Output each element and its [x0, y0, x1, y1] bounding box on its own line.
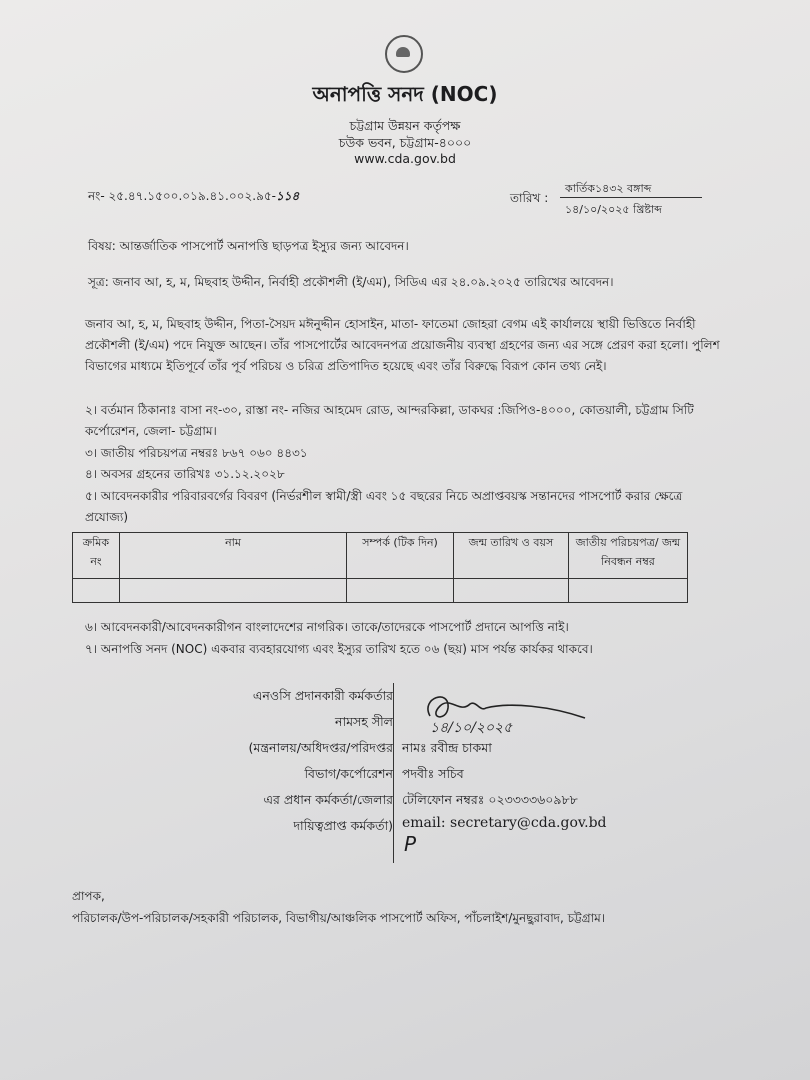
signature-date: ১৪/১০/২০২৫	[430, 720, 513, 736]
validity-statement: ৭। অনাপত্তি সনদ (NOC) একবার ব্যবহারযোগ্য এবং ইস্যুর তারিখ হতে ০৬ (ছয়) মাস পর্যন্ত কার্যকর থাকবে।	[85, 642, 593, 656]
family-details-heading: ৫। আবেদনকারীর পরিবারবর্গের বিবরণ (নির্ভরশীল স্বামী/স্ত্রী এবং ১৫ বছরের নিচে অপ্রাপ্তবয়স্ক সন্তানদের পাসপোর্ট করার ক্ষেত্রে প্রযোজ্য)	[85, 489, 683, 524]
officer-designation: পদবীঃ সচিব	[402, 766, 464, 781]
organization-name: চট্টগ্রাম উন্নয়ন কর্তৃপক্ষ	[349, 118, 461, 133]
signature-label-line: এর প্রধান কর্মকর্তা/জেলার	[263, 792, 393, 807]
officer-email: email: secretary@cda.gov.bd	[402, 815, 607, 831]
national-id: ৩। জাতীয় পরিচয়পত্র নম্বরঃ ৮৬৭ ০৬০ ৪৪৩১	[85, 446, 308, 460]
table-header: নাম	[120, 533, 347, 579]
current-address: ২। বর্তমান ঠিকানাঃ বাসা নং-৩০, রাস্তা নং- নজির আহমেদ রোড, আন্দরকিল্লা, ডাকঘর :জিপিও-৪০০০, কোতয়ালী, চট্টগ্রাম সিটি কর্পোরেশন, জেলা- চট্টগ্রাম।	[85, 403, 694, 438]
table-header: ক্রমিক নং	[73, 533, 120, 579]
initial-mark-icon: P	[404, 832, 417, 856]
body-paragraph: জনাব আ, হ, ম, মিছবাহ উদ্দীন, পিতা-সৈয়দ মঈনুদ্দীন হোসাইন, মাতা- ফাতেমা জোহরা বেগম এই কার্যালয়ে স্থায়ী ভিত্তিতে নির্বাহী প্রকৌশলী (ই/এম) পদে নিযুক্ত আছেন। তাঁর পাসপোর্টের আবেদনপত্র প্রয়োজনীয় ব্যবস্থা গ্রহণের জন্য এর সঙ্গে প্রেরণ করা হলো। পুলিশ বিভাগের মাধ্যমে ইতিপূর্বে তাঁর পূর্ব পরিচয় ও চরিত্র প্রতিপাদিত হয়েছে এবং তাঁর বিরুদ্ধে বিরূপ কোন তথ্য নেই।	[85, 317, 720, 373]
recipient-address: পরিচালক/উপ-পরিচালক/সহকারী পরিচালক, বিভাগীয়/আঞ্চলিক পাসপোর্ট অফিস, পাঁচলাইশ/মুনছুরাবাদ, চট্টগ্রাম।	[72, 911, 606, 925]
issuing-officer-label	[249, 683, 393, 839]
table-header: সম্পর্ক (টিক দিন)	[347, 533, 454, 579]
reference-number	[88, 188, 299, 208]
government-emblem-icon	[385, 35, 423, 73]
date-divider	[560, 197, 702, 198]
table-cell	[569, 579, 688, 603]
citizenship-statement: ৬। আবেদনকারী/আবেদনকারীগন বাংলাদেশের নাগরিক। তাকে/তাদেরকে পাসপোর্ট প্রদানে আপত্তি নাই।	[85, 620, 569, 634]
table-header: জন্ম তারিখ ও বয়স	[454, 533, 569, 579]
table-row	[73, 579, 688, 603]
date-label: তারিখ :	[510, 191, 549, 205]
signature-label-line: (মন্ত্রনালয়/অধিদপ্তর/পরিদপ্তর	[248, 740, 393, 755]
reference-handwritten-suffix: ১১৪	[275, 189, 300, 203]
table-cell	[120, 579, 347, 603]
officer-name: নামঃ রবীন্দ্র চাকমা	[402, 740, 492, 755]
signature-label-line: বিভাগ/কর্পোরেশন	[304, 766, 393, 781]
table-cell	[347, 579, 454, 603]
reference-number-text: নং- ২৫.৪৭.১৫০০.০১৯.৪১.০০২.৯৫-	[88, 189, 276, 203]
table-header: জাতীয় পরিচয়পত্র/ জন্ম নিবন্ধন নম্বর	[569, 533, 688, 579]
retirement-date: ৪। অবসর গ্রহনের তারিখঃ ৩১.১২.২০২৮	[85, 467, 285, 481]
subject-line: বিষয়: আন্তর্জাতিক পাসপোর্ট অনাপত্তি ছাড়পত্র ইস্যুর জন্য আবেদন।	[88, 239, 409, 253]
table-header-row	[73, 533, 688, 579]
document-title: অনাপত্তি সনদ (NOC)	[312, 82, 498, 106]
signature-divider	[393, 683, 394, 863]
english-date: ১৪/১০/২০২৫ খ্রিষ্টাব্দ	[565, 203, 662, 216]
signature-label-line: নামসহ সীল	[335, 714, 393, 729]
recipient-label: প্রাপক,	[72, 889, 105, 903]
signature-label-line: এনওসি প্রদানকারী কর্মকর্তার	[252, 688, 393, 703]
organization-website: www.cda.gov.bd	[354, 151, 456, 166]
family-details-table	[72, 532, 688, 603]
table-cell	[454, 579, 569, 603]
source-reference: সূত্র: জনাব আ, হ, ম, মিছবাহ উদ্দীন, নির্বাহী প্রকৌশলী (ই/এম), সিডিএ এর ২৪.০৯.২০২৫ তারিখের আবেদন।	[88, 275, 614, 289]
organization-address: চউক ভবন, চট্টগ্রাম-৪০০০	[338, 135, 472, 150]
signature-label-line: দায়িত্বপ্রাপ্ত কর্মকর্তা)	[293, 818, 393, 833]
bangla-date: কার্তিক১৪৩২ বঙ্গাব্দ	[565, 182, 652, 195]
table-cell	[73, 579, 120, 603]
officer-phone: টেলিফোন নম্বরঃ ০২৩৩৩৩৬০৯৮৮	[402, 792, 578, 807]
